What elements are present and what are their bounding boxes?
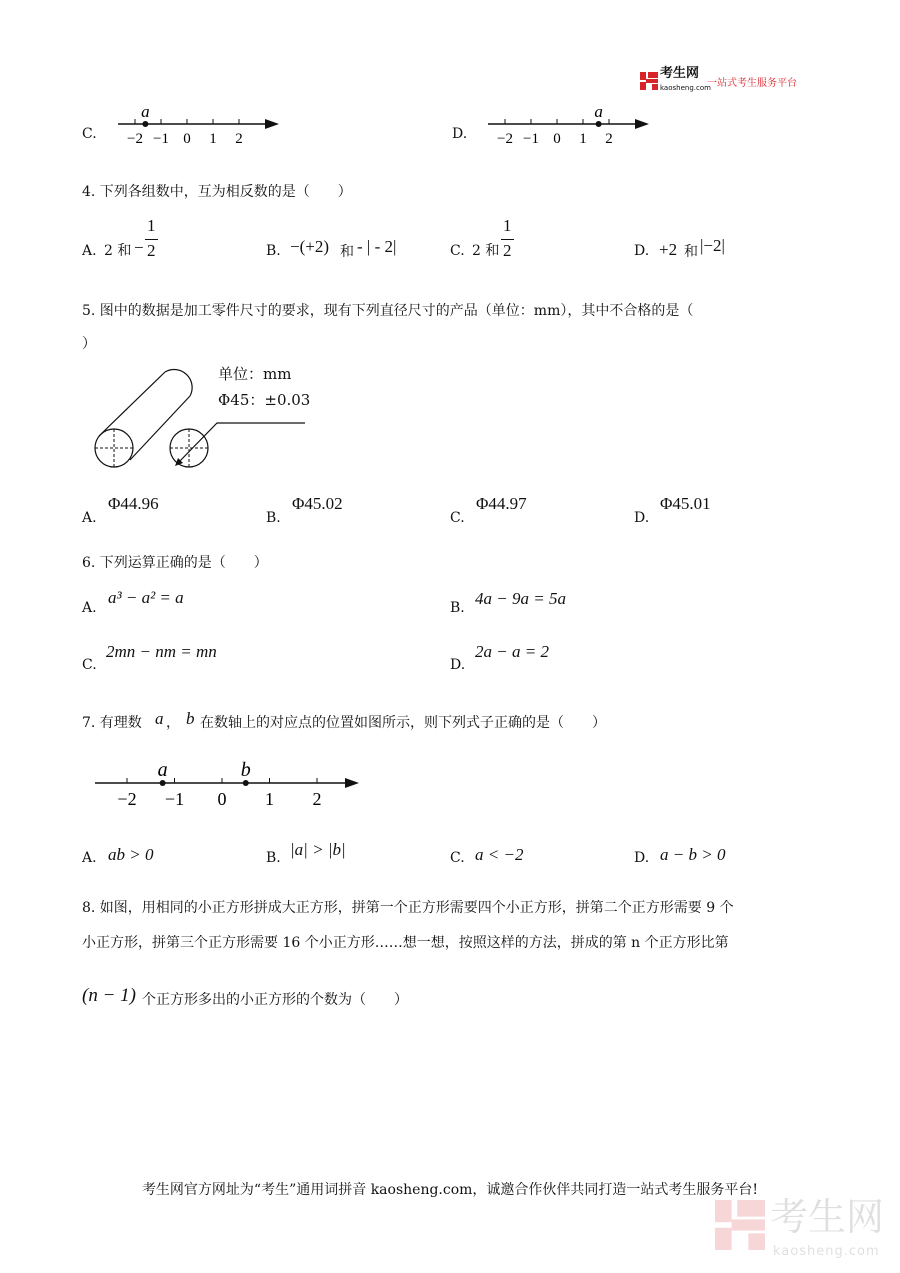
option-text: 2 和 (472, 243, 500, 259)
option-label[interactable]: D. (634, 850, 650, 866)
option-label[interactable]: D. (450, 657, 466, 673)
option-c-label: C. (82, 126, 97, 142)
option-value[interactable]: Φ44.97 (476, 494, 527, 513)
question-5-stem-end: ） (82, 336, 96, 352)
option-expr: −(+2) (290, 237, 329, 256)
question-8-line-1: 8. 如图，用相同的小正方形拼成大正方形，拼第一个正方形需要四个小正方形，拼第二个正方形需要 9 个 (82, 900, 734, 916)
option-label: D. (634, 243, 650, 259)
option-text: 2 和 (104, 243, 132, 259)
watermark-logo-icon (715, 1200, 765, 1250)
fraction-denominator: 2 (147, 241, 156, 260)
option-label[interactable]: C. (450, 510, 465, 526)
option-text: 和 (340, 244, 354, 260)
tick-label: −2 (497, 131, 513, 147)
option-label[interactable]: A. (82, 510, 97, 526)
option-expr[interactable]: |a| > |b| (290, 840, 346, 859)
fraction-denominator: 2 (503, 241, 512, 260)
option-d-label: D. (452, 126, 468, 142)
number-line-d (480, 98, 660, 148)
stem-text: ， (166, 715, 180, 731)
figure-spec: Φ45：±0.03 (218, 391, 311, 409)
tick-label: −2 (127, 131, 143, 147)
option-label[interactable]: B. (266, 850, 281, 866)
option-label[interactable]: D. (634, 510, 650, 526)
option-text: 和 (684, 244, 698, 260)
watermark-text: 考生网 (770, 1195, 885, 1239)
option-expr: |−2| (700, 236, 725, 255)
tick-label: 2 (235, 131, 243, 147)
axis-arrow (345, 778, 359, 788)
point-label: a (594, 102, 603, 121)
option-expr[interactable]: ab > 0 (108, 845, 154, 864)
option-label: B. (266, 243, 281, 259)
option-expr: - | - 2| (357, 237, 397, 256)
option-label[interactable]: B. (266, 510, 281, 526)
number-line-q7 (90, 752, 370, 812)
point-label: b (240, 759, 251, 781)
tick-label: 0 (553, 131, 561, 147)
number-line-c (110, 98, 290, 148)
option-value[interactable]: Φ45.02 (292, 494, 343, 513)
var-a: a (155, 709, 164, 728)
question-4-stem: 4. 下列各组数中，互为相反数的是（ ） (82, 184, 352, 200)
question-5-stem: 5. 图中的数据是加工零件尺寸的要求，现有下列直径尺寸的产品（单位：mm），其中不合格的是（ (82, 303, 694, 319)
option-value[interactable]: Φ44.96 (108, 494, 159, 513)
kaosheng-logo-icon (640, 72, 658, 90)
option-expr: +2 (659, 240, 678, 259)
minus-sign: − (134, 238, 144, 257)
question-8-expr: (n − 1) (82, 985, 136, 1006)
fraction-bar (501, 239, 514, 240)
axis-arrow (635, 119, 649, 129)
tick-label: 2 (605, 131, 613, 147)
option-expr[interactable]: 2mn − nm = mn (106, 642, 217, 661)
point-a (596, 121, 602, 127)
watermark-sub: kaosheng.com (773, 1244, 880, 1259)
option-label[interactable]: B. (450, 600, 465, 616)
option-label: A. (82, 243, 97, 259)
option-label[interactable]: C. (450, 850, 465, 866)
option-expr[interactable]: a < −2 (475, 845, 524, 864)
option-expr[interactable]: 4a − 9a = 5a (475, 589, 566, 608)
logo-sub: kaosheng.com (660, 84, 711, 92)
option-label[interactable]: A. (82, 600, 97, 616)
question-8-line-2: 小正方形，拼第三个正方形需要 16 个小正方形……想一想，按照这样的方法，拼成的第 n 个正方形比第 (82, 935, 729, 951)
stem-text: 在数轴上的对应点的位置如图所示，则下列式子正确的是（ ） (200, 715, 606, 731)
question-8-line-3: 个正方形多出的小正方形的个数为（ ） (142, 992, 408, 1008)
tick-label: 1 (265, 789, 274, 809)
option-expr[interactable]: a³ − a² = a (108, 588, 184, 607)
tick-label: −1 (523, 131, 539, 147)
fraction-numerator: 1 (147, 216, 156, 235)
tick-label: 0 (183, 131, 191, 147)
option-label[interactable]: C. (82, 657, 97, 673)
point-label: a (157, 759, 168, 781)
figure-unit: 单位：mm (218, 365, 292, 383)
logo-text: 考生网 (660, 66, 700, 81)
tick-label: 1 (579, 131, 587, 147)
header-tagline: 一站式考生服务平台 (707, 78, 797, 89)
footer-text: 考生网官方网址为“考生”通用词拼音 kaosheng.com，诚邀合作伙伴共同打造一站式考生服务平台! (141, 1182, 759, 1198)
tick-label: −2 (117, 789, 137, 809)
tick-label: 1 (209, 131, 217, 147)
fraction-numerator: 1 (503, 216, 512, 235)
tick-label: −1 (153, 131, 169, 147)
var-b: b (186, 709, 195, 728)
option-label: C. (450, 243, 465, 259)
stem-text: 7. 有理数 (82, 715, 142, 731)
option-expr[interactable]: 2a − a = 2 (475, 642, 549, 661)
tick-label: −1 (164, 789, 185, 809)
fraction-bar (145, 239, 158, 240)
tick-label: 0 (217, 789, 227, 809)
option-label[interactable]: A. (82, 850, 97, 866)
question-6-stem: 6. 下列运算正确的是（ ） (82, 555, 268, 571)
option-value[interactable]: Φ45.01 (660, 494, 711, 513)
option-expr[interactable]: a − b > 0 (660, 845, 726, 864)
axis-arrow (265, 119, 279, 129)
point-label: a (141, 102, 150, 121)
tick-label: 2 (312, 789, 322, 809)
point-a (142, 121, 148, 127)
